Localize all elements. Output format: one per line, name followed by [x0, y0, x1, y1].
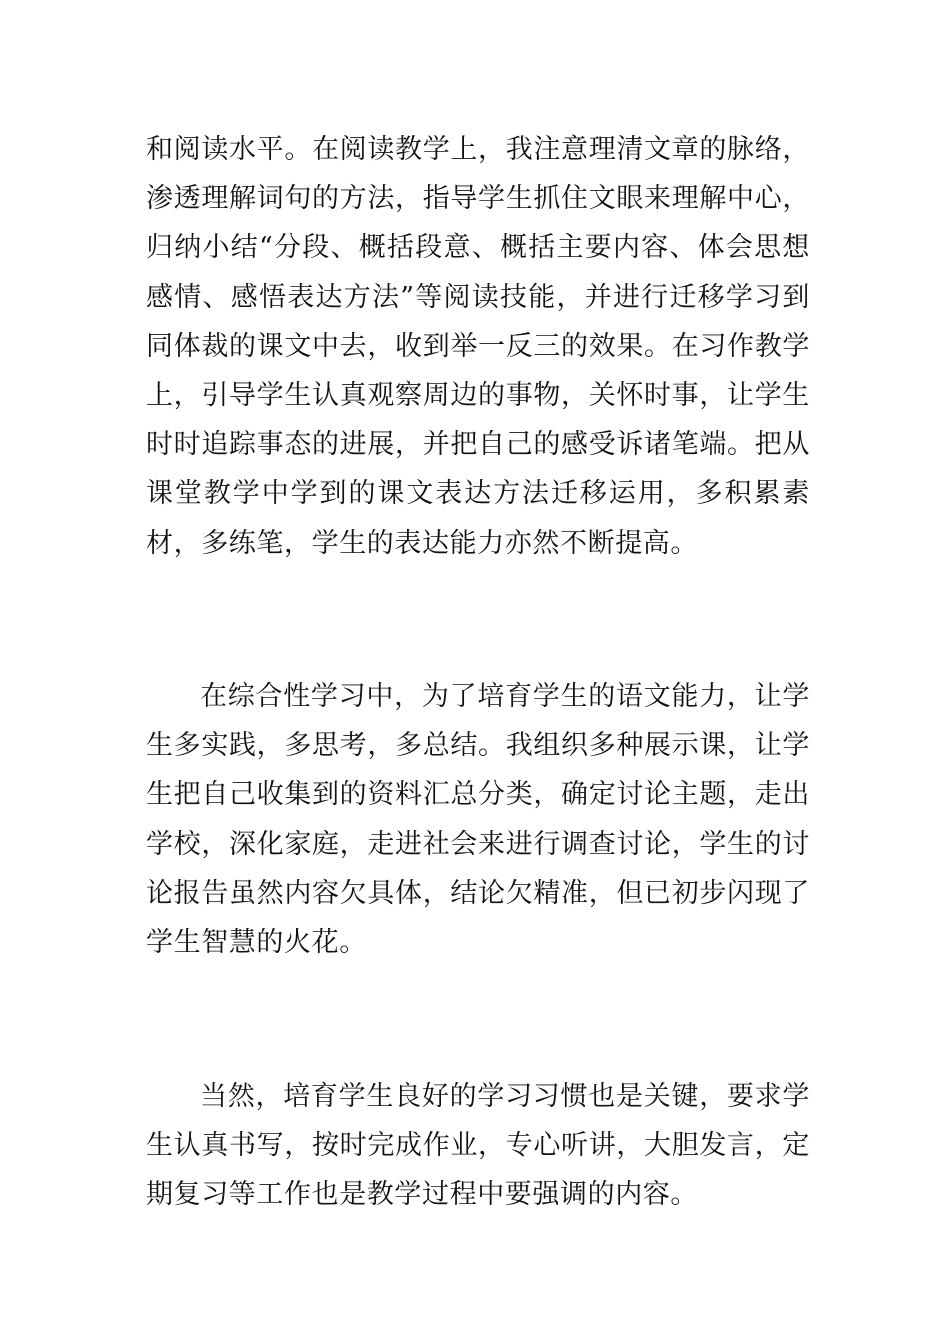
paragraph-study-habits: 当然，培育学生良好的学习习惯也是关键，要求学生认真书写，按时完成作业，专心听讲，大胆发言，定期复习等工作也是教学过程中要强调的内容。 [146, 1081, 810, 1211]
paragraph-reading-writing: 和阅读水平。在阅读教学上，我注意理清文章的脉络，渗透理解词句的方法，指导学生抓住文眼来理解中心，归纳小结“分段、概括段意、概括主要内容、体会思想感情、感悟表达方法”等阅读技能，并进行迁移学习到同体裁的课文中去，收到举一反三的效果。在习作教学上，引导学生认真观察周边的事物，关怀时事，让学生时时追踪事态的进展，并把自己的感受诉诸笔端。把从课堂教学中学到的课文表达方法迁移运用，多积累素材，多练笔，学生的表达能力亦然不断提高。 [146, 134, 810, 559]
paragraph-comprehensive-learning: 在综合性学习中，为了培育学生的语文能力，让学生多实践，多思考，多总结。我组织多种展示课，让学生把自己收集到的资料汇总分类，确定讨论主题，走出学校，深化家庭，走进社会来进行调查讨论，学生的讨论报告虽然内容欠具体，结论欠精准，但已初步闪现了学生智慧的火花。 [146, 681, 810, 959]
